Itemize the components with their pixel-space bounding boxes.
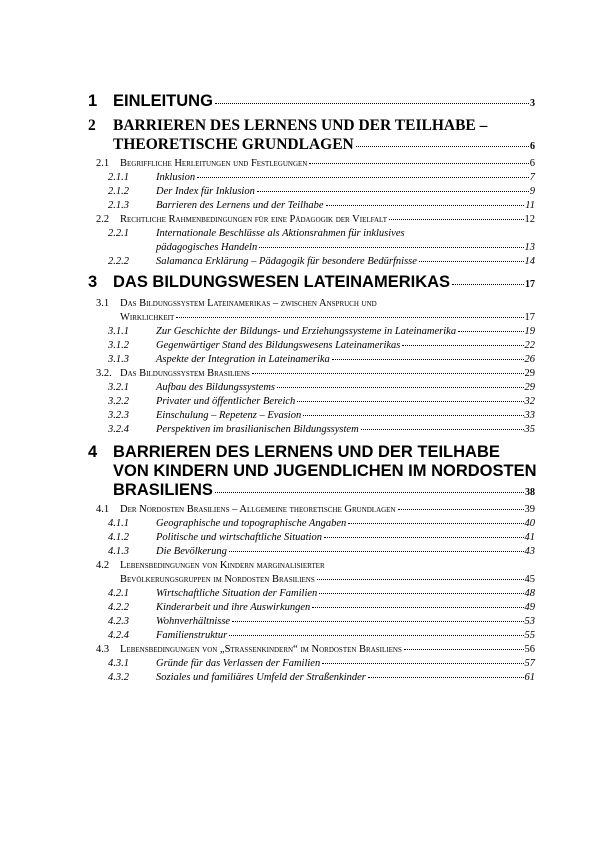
toc-number: 3.1.1 [108,326,129,337]
dot-leader [324,537,524,538]
toc-title: Einschulung – Repetenz – Evasion [156,410,302,421]
toc-title: Lebensbedingungen von „Straßenkindern“ im Nordosten Brasiliens [120,644,402,655]
dot-leader [303,415,523,416]
toc-page-number: 7 [529,172,535,183]
toc-entry [108,546,535,557]
toc-entry [108,410,535,421]
toc-title: Das Bildungssystem Lateinamerikas – zwischen Anspruch und [120,298,377,309]
dot-leader [277,387,524,388]
toc-title: Barrieren des Lernens und der Teilhabe [156,200,324,211]
toc-title: Inklusion [156,172,196,183]
toc-entry [88,117,535,135]
toc-entry [88,443,535,462]
toc-number: 2.1 [96,158,110,169]
toc-entry [108,424,535,435]
toc-entry [96,298,535,309]
toc-title: Soziales und familiäres Umfeld der Straßenkinder [156,672,366,683]
toc-page-number: 6 [529,158,535,169]
toc-page-number: 61 [524,672,535,683]
toc-number: 4.1.2 [108,532,129,543]
toc-number: 4.1.3 [108,546,129,557]
toc-entry [88,273,535,292]
toc-entry [108,672,535,683]
toc-title: Wohnverhältnisse [156,616,231,627]
toc-number: 4.2 [96,560,110,571]
toc-entry [96,504,535,515]
toc-number: 1 [88,92,98,110]
dot-leader [458,331,523,332]
toc-title: Kinderarbeit und ihre Auswirkungen [156,602,311,613]
toc-page-number: 41 [524,532,535,543]
dot-leader [404,649,524,650]
toc-entry [108,200,535,211]
toc-number: 4.3.2 [108,672,129,683]
toc-number: 4.3.1 [108,658,129,669]
toc-title: EINLEITUNG [113,92,213,110]
toc-number: 3.2.4 [108,424,129,435]
toc-title: Aufbau des Bildungssystems [156,382,275,393]
toc-number: 3.1.3 [108,354,129,365]
dot-leader [259,247,523,248]
toc-page-number: 26 [524,354,535,365]
toc-title: Geographische und topographische Angaben [156,518,347,529]
toc-title: Familienstruktur [156,630,228,641]
toc-entry [120,312,535,323]
toc-page-number: 12 [524,214,535,225]
toc-title: Begriffliche Herleitungen und Festlegungen [120,158,308,169]
toc-title: DAS BILDUNGSWESEN LATEINAMERIKAS [113,273,451,291]
toc-entry [108,588,535,599]
dot-leader [402,345,523,346]
toc-title: Der Index für Inklusion [156,186,255,197]
toc-entry [96,158,535,169]
toc-entry [108,532,535,543]
toc-entry [113,136,535,154]
toc-entry [88,92,535,111]
toc-title: Zur Geschichte der Bildungs- und Erziehungssysteme in Lateinamerika [156,326,457,337]
toc-page-number: 39 [524,504,535,515]
toc-page-number: 22 [524,340,535,351]
dot-leader [229,551,524,552]
toc-title-continued: THEORETISCHE GRUNDLAGEN [113,136,354,153]
toc-entry [108,518,535,529]
dot-leader [452,284,524,285]
toc-title-continued: BRASILIENS [113,481,213,499]
toc-title-continued: Wirklichkeit [120,312,175,323]
toc-number: 3.2.1 [108,382,129,393]
toc-number: 4.1 [96,504,110,515]
toc-entry [108,354,535,365]
dot-leader [348,523,523,524]
dot-leader [197,177,529,178]
toc-number: 4.2.3 [108,616,129,627]
toc-number: 3.1 [96,298,110,309]
toc-number: 2.2 [96,214,110,225]
toc-title: Gegenwärtiger Stand des Bildungswesens Lateinamerikas [156,340,401,351]
toc-title: Politische und wirtschaftliche Situation [156,532,322,543]
dot-leader [326,205,525,206]
toc-page-number: 9 [529,186,535,197]
toc-number: 4 [88,443,98,461]
toc-page-number: 40 [524,518,535,529]
dot-leader [356,146,529,147]
toc-title: BARRIEREN DES LERNENS UND DER TEILHABE [113,443,500,461]
dot-leader [297,401,523,402]
toc-page-number: 32 [524,396,535,407]
toc-number: 4.3 [96,644,110,655]
toc-number: 3.2.2 [108,396,129,407]
toc-entry [108,382,535,393]
toc-page-number: 43 [524,546,535,557]
toc-page-number: 56 [524,644,535,655]
toc-title: Die Bevölkerung [156,546,227,557]
dot-leader [419,261,524,262]
dot-leader [215,492,524,493]
toc-page-number: 35 [524,424,535,435]
toc-number: 3.1.2 [108,340,129,351]
toc-entry [108,630,535,641]
toc-entry [108,256,535,267]
toc-entry [108,602,535,613]
toc-entry [120,574,535,585]
dot-leader [309,163,528,164]
toc-title: Internationale Beschlüsse als Aktionsrahmen für inklusives [156,228,405,239]
toc-title-continued: pädagogisches Handeln [156,242,258,253]
toc-entry [156,242,535,253]
toc-number: 3.2. [96,368,112,379]
dot-leader [322,663,523,664]
toc-page-number: 13 [524,242,535,253]
toc-number: 4.1.1 [108,518,129,529]
toc-entry [96,560,535,571]
toc-number: 2.2.2 [108,256,129,267]
toc-page-number: 38 [525,487,535,498]
toc-entry [96,644,535,655]
dot-leader [252,373,524,374]
toc-title: Der Nordosten Brasiliens – Allgemeine theoretische Grundlagen [120,504,396,515]
toc-title: Privater und öffentlicher Bereich [156,396,296,407]
toc-title: Rechtliche Rahmenbedingungen für eine Pädagogik der Vielfalt [120,214,387,225]
toc-entry [108,616,535,627]
toc-number: 3.2.3 [108,410,129,421]
toc-title: BARRIEREN DES LERNENS UND DER TEILHABE – [113,117,488,134]
toc-title: Aspekte der Integration in Lateinamerika [156,354,330,365]
toc-number: 2.1.3 [108,200,129,211]
toc-title-continued: VON KINDERN UND JUGENDLICHEN IM NORDOSTEN [113,462,537,480]
toc-entry [108,228,535,239]
dot-leader [232,621,523,622]
toc-title-continued: Bevölkerungsgruppen im Nordosten Brasiliens [120,574,315,585]
toc-number: 2.1.1 [108,172,129,183]
toc-title: Das Bildungssystem Brasiliens [120,368,250,379]
toc-page-number: 11 [525,200,535,211]
toc-page-number: 17 [525,279,535,290]
toc-page-number: 48 [524,588,535,599]
dot-leader [389,219,524,220]
toc-number: 4.2.4 [108,630,129,641]
toc-title: Salamanca Erklärung – Pädagogik für besondere Bedürfnisse [156,256,417,267]
toc-page-number: 49 [524,602,535,613]
toc-entry [108,396,535,407]
toc-number: 2.2.1 [108,228,129,239]
dot-leader [176,317,523,318]
toc-page-number: 19 [524,326,535,337]
toc-page-number: 55 [524,630,535,641]
toc-entry [108,340,535,351]
toc-page-number: 53 [524,616,535,627]
toc-entry [108,326,535,337]
dot-leader [319,593,523,594]
toc-page-number: 14 [524,256,535,267]
toc-page-number: 45 [524,574,535,585]
dot-leader [332,359,524,360]
toc-title: Perspektiven im brasilianischen Bildungssystem [156,424,359,435]
toc-entry [96,368,535,379]
toc-page-number: 33 [524,410,535,421]
dot-leader [368,677,524,678]
dot-leader [398,509,524,510]
toc-page-number: 6 [530,141,535,152]
toc-page-number: 57 [524,658,535,669]
toc-number: 4.2.1 [108,588,129,599]
toc-number: 4.2.2 [108,602,129,613]
toc-number: 2 [88,117,96,134]
toc-entry [113,481,535,500]
toc-number: 3 [88,273,98,291]
toc-entry [96,214,535,225]
dot-leader [215,103,529,104]
toc-title: Gründe für das Verlassen der Familien [156,658,321,669]
toc-entry [108,658,535,669]
toc-page-number: 17 [524,312,535,323]
toc-entry [108,172,535,183]
toc-page-number: 29 [524,368,535,379]
dot-leader [317,579,524,580]
dot-leader [312,607,523,608]
toc-title: Wirtschaftliche Situation der Familien [156,588,318,599]
toc-page-number: 29 [524,382,535,393]
dot-leader [361,429,524,430]
toc-page-number: 3 [530,98,535,109]
dot-leader [229,635,523,636]
toc-number: 2.1.2 [108,186,129,197]
dot-leader [257,191,529,192]
toc-title: Lebensbedingungen von Kindern marginalisierter [120,560,325,571]
toc-entry [108,186,535,197]
